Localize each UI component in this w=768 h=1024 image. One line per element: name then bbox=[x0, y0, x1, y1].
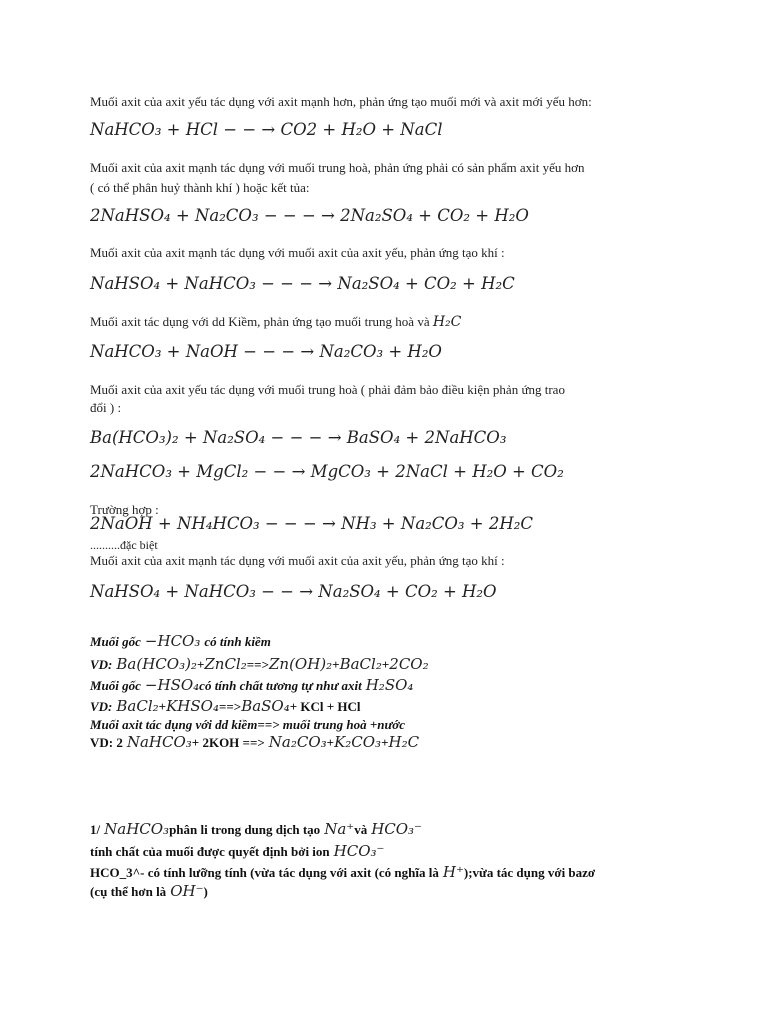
amphoteric-line bbox=[90, 863, 595, 882]
base-line bbox=[90, 882, 208, 901]
example-prefix-3: VD: 2 bbox=[90, 735, 123, 750]
example-1-plus-a: + bbox=[196, 657, 205, 672]
intro-text-2b: ( có thể phân huỷ thành khí ) hoặc kết tủa: bbox=[90, 180, 310, 195]
example-3-formula-b: Na₂CO₃ bbox=[268, 733, 327, 751]
example-1-formula-e: 2CO₂ bbox=[389, 655, 429, 673]
equation-8: NaHSO₄ + NaHCO₃ − − → Na₂SO₄ + CO₂ + H₂O bbox=[90, 582, 497, 601]
intro-text-4 bbox=[90, 314, 461, 330]
example-2-tail: + KCl + HCl bbox=[289, 699, 361, 714]
special-label: ..........đặc biệt bbox=[90, 538, 158, 552]
equation-4: NaHCO₃ + NaOH − − − → Na₂CO₃ + H₂O bbox=[90, 342, 442, 361]
example-1-formula-b: ZnCl₂ bbox=[204, 655, 247, 673]
example-1-formula-c: Zn(OH)₂ bbox=[268, 655, 333, 673]
case-label: Trường hợp : bbox=[90, 502, 159, 517]
dissociation-prefix: 1/ bbox=[90, 822, 101, 837]
dissociation-formula-c: HCO₃⁻ bbox=[371, 820, 422, 838]
example-3-formula-d: H₂C bbox=[388, 733, 420, 751]
equation-2: 2NaHSO₄ + Na₂CO₃ − − − → 2Na₂SO₄ + CO₂ + H₂O bbox=[90, 206, 529, 225]
intro-text-5a: Muối axit của axit yếu tác dụng với muối trung hoà ( phải đảm bảo điều kiện phản ứng trao bbox=[90, 382, 565, 397]
example-3-formula-a: NaHCO₃ bbox=[126, 733, 192, 751]
amphoteric-tail: );vừa tác dụng với bazơ bbox=[463, 865, 596, 880]
example-line-3 bbox=[90, 733, 419, 752]
example-3-text: + 2KOH ==> bbox=[191, 735, 265, 750]
intro-text-3: Muối axit của axit mạnh tác dụng với muối axit của axit yếu, phản ứng tạo khí : bbox=[90, 245, 505, 260]
example-2-formula-c: BaSO₄ bbox=[241, 697, 290, 715]
intro-text-4-label: Muối axit tác dụng với dd Kiềm, phản ứng tạo muối trung hoà và bbox=[90, 314, 430, 329]
example-1-plus-b: + bbox=[332, 657, 340, 672]
hco3-alkaline-line bbox=[90, 632, 271, 651]
example-2-formula-a: BaCl₂ bbox=[116, 697, 159, 715]
amphoteric-formula: H⁺ bbox=[442, 863, 464, 881]
example-3-plus-a: + bbox=[326, 735, 335, 750]
property-line bbox=[90, 842, 384, 861]
example-prefix-1: VD: bbox=[90, 657, 113, 672]
intro-text-5b: đổi ) : bbox=[90, 400, 122, 415]
base-tail: ) bbox=[203, 884, 208, 899]
equation-5: Ba(HCO₃)₂ + Na₂SO₄ − − − → BaSO₄ + 2NaHCO₃ bbox=[90, 428, 507, 447]
example-1-formula-d: BaCl₂ bbox=[339, 655, 382, 673]
hco3-line-prefix: Muối gốc bbox=[90, 634, 141, 649]
intro-text-4-formula: H₂C bbox=[432, 314, 462, 330]
hso4-line-formula: −HSO₄ bbox=[144, 676, 200, 694]
example-1-plus-c: + bbox=[381, 657, 390, 672]
dissociation-formula-b: Na⁺ bbox=[324, 820, 355, 838]
example-1-arrow: ==> bbox=[246, 657, 269, 672]
example-line-1 bbox=[90, 655, 429, 674]
equation-7: 2NaOH + NH₄HCO₃ − − − → NH₃ + Na₂CO₃ + 2H₂C bbox=[90, 514, 533, 533]
dissociation-formula-a: NaHCO₃ bbox=[104, 820, 170, 838]
equation-6: 2NaHCO₃ + MgCl₂ − − → MgCO₃ + 2NaCl + H₂O + CO₂ bbox=[90, 462, 564, 481]
dissociation-and: và bbox=[354, 822, 368, 837]
hso4-acid-line bbox=[90, 676, 413, 695]
hso4-line-acid-formula: H₂SO₄ bbox=[365, 676, 414, 694]
hso4-line-prefix: Muối gốc bbox=[90, 678, 141, 693]
equation-1: NaHCO₃ + HCl − − → CO2 + H₂O + NaCl bbox=[90, 120, 443, 139]
intro-text-2a: Muối axit của axit mạnh tác dụng với muối trung hoà, phản ứng phải có sản phẩm axit yếu hơn bbox=[90, 160, 585, 175]
example-3-plus-b: + bbox=[381, 735, 389, 750]
base-formula: OH⁻ bbox=[170, 882, 204, 900]
example-2-plus: + bbox=[158, 699, 167, 714]
example-line-2 bbox=[90, 697, 361, 716]
example-2-formula-b: KHSO₄ bbox=[166, 697, 219, 715]
example-2-arrow: ==> bbox=[218, 699, 242, 714]
example-3-formula-c: K₂CO₃ bbox=[334, 733, 382, 751]
alkali-rule-line: Muối axit tác dụng với dd kiềm==> muối trung hoà +nước bbox=[90, 717, 406, 732]
hco3-line-formula: −HCO₃ bbox=[144, 632, 201, 650]
intro-text-1: Muối axit của axit yếu tác dụng với axit mạnh hơn, phản ứng tạo muối mới và axit mới yếu hơn: bbox=[90, 94, 592, 109]
example-1-formula-a: Ba(HCO₃)₂ bbox=[116, 655, 197, 673]
amphoteric-text: HCO_3^- có tính lưỡng tính (vừa tác dụng với axit (có nghĩa là bbox=[90, 865, 439, 880]
example-prefix-2: VD: bbox=[90, 699, 113, 714]
hso4-line-text: có tính chất tương tự như axit bbox=[199, 678, 362, 693]
equation-3: NaHSO₄ + NaHCO₃ − − − → Na₂SO₄ + CO₂ + H₂C bbox=[90, 274, 515, 293]
base-text: (cụ thể hơn là bbox=[90, 884, 167, 899]
intro-text-6: Muối axit của axit mạnh tác dụng với muối axit của axit yếu, phản ứng tạo khí : bbox=[90, 553, 505, 568]
dissociation-line bbox=[90, 820, 422, 839]
property-text: tính chất của muối được quyết định bởi ion bbox=[90, 844, 330, 859]
property-formula: HCO₃⁻ bbox=[333, 842, 385, 860]
dissociation-text: phân li trong dung dịch tạo bbox=[169, 822, 321, 837]
hco3-line-suffix: có tính kiềm bbox=[204, 634, 271, 649]
